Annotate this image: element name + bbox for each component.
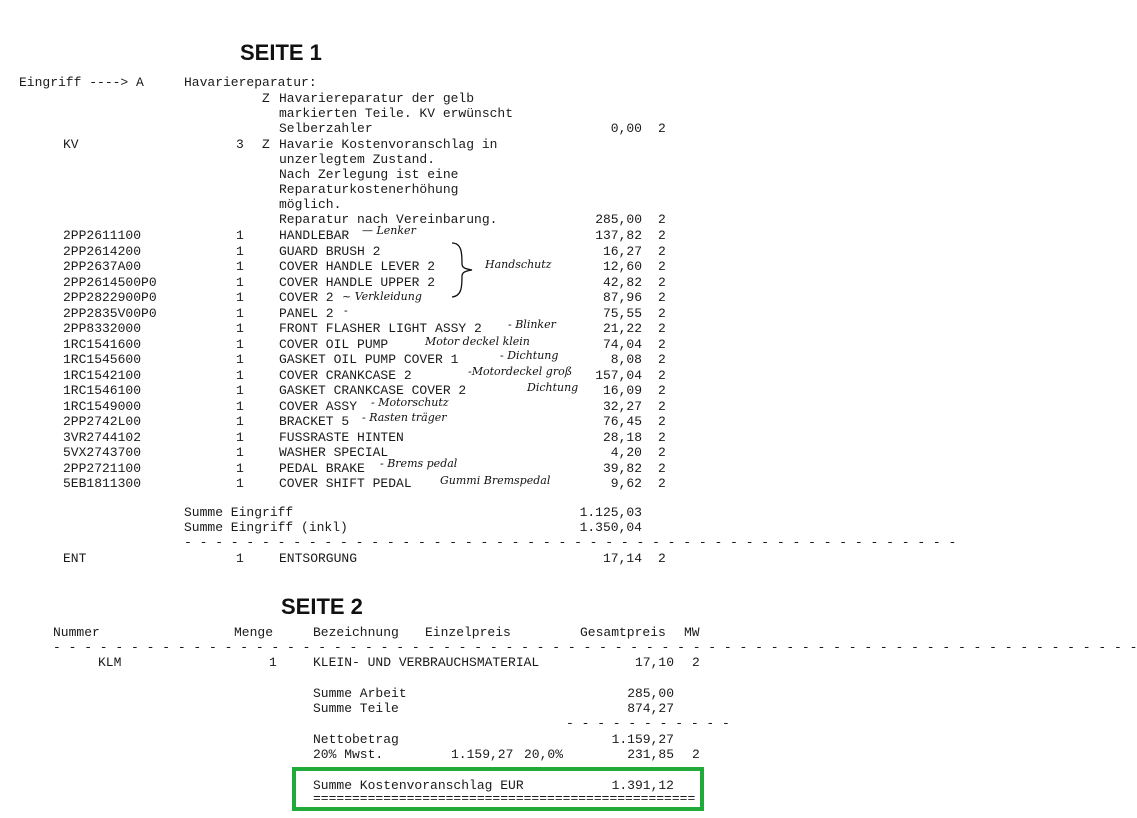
mwst-rate: 20,0% [524,747,564,762]
part-mw: 2 [658,399,666,414]
part-amount: 8,08 [610,352,642,367]
part-number: 3VR2744102 [63,430,142,445]
handnote-blinker: - Blinker [508,318,556,331]
handnote-panel: - [344,304,348,317]
mwst-mw: 2 [692,747,700,762]
part-number: 2PP2742L00 [63,414,142,429]
part-qty: 1 [236,290,244,305]
part-number: 2PP2614500P0 [63,275,157,290]
header-mw: MW [684,625,700,640]
part-description: PANEL 2 [279,306,334,321]
header-einzelpreis: Einzelpreis [425,625,511,640]
ent-desc: ENTSORGUNG [279,551,358,566]
handnote-gummi-bremspedal: Gummi Bremspedal [440,474,551,487]
part-number: 2PP2637A00 [63,259,142,274]
handnote-verkleidung: ~ Verkleidung [342,290,422,303]
part-description: GASKET OIL PUMP COVER 1 [279,352,459,367]
kv-line: Havarie Kostenvoranschlag in [279,137,498,152]
z1-amount: 0,00 [610,121,642,136]
part-number: 1RC1545600 [63,352,142,367]
part-amount: 16,27 [602,244,642,259]
header-gesamtpreis: Gesamtpreis [580,625,666,640]
z1-line: Havariereparatur der gelb [279,91,475,106]
part-amount: 28,18 [602,430,642,445]
part-description: COVER 2 [279,290,334,305]
klm-mw: 2 [692,655,700,670]
part-mw: 2 [658,414,666,429]
ent-mw: 2 [658,551,666,566]
part-description: WASHER SPECIAL [279,445,389,460]
z1-line: Selberzahler [279,121,373,136]
z1-mw: 2 [658,121,666,136]
part-mw: 2 [658,383,666,398]
part-qty: 1 [236,430,244,445]
part-number: 2PP8332000 [63,321,142,336]
mwst-base: 1.159,27 [451,747,514,762]
part-amount: 9,62 [610,476,642,491]
part-qty: 1 [236,368,244,383]
part-number: 1RC1546100 [63,383,142,398]
part-number: 2PP2614200 [63,244,142,259]
part-mw: 2 [658,368,666,383]
summe-teile-label: Summe Teile [313,701,399,716]
part-mw: 2 [658,337,666,352]
header-separator: - - - - - - - - - - - - - - - - - - - - - - - - - - - - - - - - - - - - - - - - - - - - - - - - - - - - - - - - - - - - - - - - - - - - - - [53,640,1137,655]
part-description: COVER CRANKCASE 2 [279,368,412,383]
part-mw: 2 [658,461,666,476]
part-number: 2PP2611100 [63,228,142,243]
part-amount: 32,27 [602,399,642,414]
page2-heading: SEITE 2 [281,594,363,619]
part-description: COVER HANDLE LEVER 2 [279,259,436,274]
handnote-motordeckel-gross: -Motordeckel groß [468,365,573,378]
total-highlight-box [292,767,704,811]
part-amount: 157,04 [595,368,642,383]
total-value: 1.391,12 [611,778,674,793]
summe-eingriff-inkl-label: Summe Eingriff (inkl) [184,520,348,535]
part-mw: 2 [658,275,666,290]
handnote-bremspedal: - Brems pedal [380,457,458,470]
part-mw: 2 [658,476,666,491]
part-description: COVER OIL PUMP [279,337,389,352]
part-description: BRACKET 5 [279,414,350,429]
part-qty: 1 [236,461,244,476]
handnote-dichtung1: - Dichtung [500,349,559,362]
part-amount: 76,45 [602,414,642,429]
handnote-handschutz: Handschutz [485,258,552,271]
part-amount: 4,20 [610,445,642,460]
part-amount: 16,09 [602,383,642,398]
part-qty: 1 [236,228,244,243]
part-qty: 1 [236,259,244,274]
summe-teile-value: 874,27 [627,701,674,716]
netto-value: 1.159,27 [611,732,674,747]
part-number: 1RC1541600 [63,337,142,352]
part-amount: 137,82 [595,228,642,243]
part-qty: 1 [236,399,244,414]
part-number: 2PP2822900P0 [63,290,157,305]
summe-eingriff-inkl-value: 1.350,04 [579,520,642,535]
summe-eingriff-label: Summe Eingriff [184,505,294,520]
z1-line: markierten Teile. KV erwünscht [279,106,514,121]
klm-code: KLM [98,655,122,670]
part-amount: 42,82 [602,275,642,290]
part-number: 5VX2743700 [63,445,142,460]
page1-heading: SEITE 1 [240,40,322,65]
ent-amount: 17,14 [602,551,642,566]
part-mw: 2 [658,445,666,460]
kv-line: Reparaturkostenerhöhung [279,182,459,197]
header-nummer: Nummer [53,625,100,640]
part-mw: 2 [658,259,666,274]
handnote-lenker: — Lenker [362,224,416,237]
total-double-underline: ================================================= [313,791,696,806]
part-qty: 1 [236,445,244,460]
part-qty: 1 [236,476,244,491]
part-mw: 2 [658,290,666,305]
part-mw: 2 [658,352,666,367]
kv-code: KV [63,137,79,152]
part-mw: 2 [658,430,666,445]
part-description: GASKET CRANKCASE COVER 2 [279,383,467,398]
handnote-motordeckel: Motor deckel klein [425,335,530,348]
part-qty: 1 [236,414,244,429]
part-number: 1RC1542100 [63,368,142,383]
part-description: GUARD BRUSH 2 [279,244,381,259]
subtotal-separator: - - - - - - - - - - - [566,716,730,731]
z1-flag: Z [262,91,270,106]
part-description: FRONT FLASHER LIGHT ASSY 2 [279,321,482,336]
klm-amount: 17,10 [634,655,674,670]
part-qty: 1 [236,306,244,321]
kv-amount: 285,00 [595,212,642,227]
handnote-dichtung2: Dichtung [527,381,579,394]
eingriff-label: Eingriff ----> A [19,75,144,90]
part-description: COVER SHIFT PEDAL [279,476,412,491]
part-qty: 1 [236,321,244,336]
part-amount: 74,04 [602,337,642,352]
part-description: PEDAL BRAKE [279,461,365,476]
part-number: 2PP2721100 [63,461,142,476]
klm-desc: KLEIN- UND VERBRAUCHSMATERIAL [313,655,540,670]
netto-label: Nettobetrag [313,732,399,747]
mwst-label: 20% Mwst. [313,747,384,762]
ent-qty: 1 [236,551,244,566]
part-number: 1RC1549000 [63,399,142,414]
part-number: 5EB1811300 [63,476,142,491]
part-qty: 1 [236,352,244,367]
eingriff-desc: Havariereparatur: [184,75,317,90]
mwst-value: 231,85 [627,747,674,762]
part-description: HANDLEBAR [279,228,350,243]
total-label: Summe Kostenvoranschlag EUR [313,778,524,793]
part-qty: 1 [236,337,244,352]
summe-arbeit-value: 285,00 [627,686,674,701]
kv-mw: 2 [658,212,666,227]
part-mw: 2 [658,228,666,243]
kv-line: möglich. [279,197,342,212]
kv-line: Nach Zerlegung ist eine [279,167,459,182]
part-amount: 87,96 [602,290,642,305]
handschutz-brace [450,240,480,300]
summe-arbeit-label: Summe Arbeit [313,686,407,701]
part-number: 2PP2835V00P0 [63,306,157,321]
part-description: FUSSRASTE HINTEN [279,430,404,445]
kv-flag: Z [262,137,270,152]
part-qty: 1 [236,383,244,398]
part-mw: 2 [658,321,666,336]
kv-qty: 3 [236,137,244,152]
part-description: COVER ASSY [279,399,358,414]
part-mw: 2 [658,306,666,321]
part-amount: 39,82 [602,461,642,476]
header-bezeichnung: Bezeichnung [313,625,399,640]
part-amount: 12,60 [602,259,642,274]
part-description: COVER HANDLE UPPER 2 [279,275,436,290]
handnote-rastentraeger: - Rasten träger [362,411,447,424]
part-qty: 1 [236,275,244,290]
handnote-motorschutz: - Motorschutz [371,396,449,409]
part-amount: 75,55 [602,306,642,321]
part-amount: 21,22 [602,321,642,336]
header-menge: Menge [234,625,274,640]
separator-dashes: - - - - - - - - - - - - - - - - - - - - - - - - - - - - - - - - - - - - - - - - - - - - - - - - - - [184,535,957,550]
kv-line: Reparatur nach Vereinbarung. [279,212,498,227]
part-mw: 2 [658,244,666,259]
summe-eingriff-value: 1.125,03 [579,505,642,520]
klm-qty: 1 [269,655,277,670]
ent-code: ENT [63,551,87,566]
kv-line: unzerlegtem Zustand. [279,152,436,167]
part-qty: 1 [236,244,244,259]
